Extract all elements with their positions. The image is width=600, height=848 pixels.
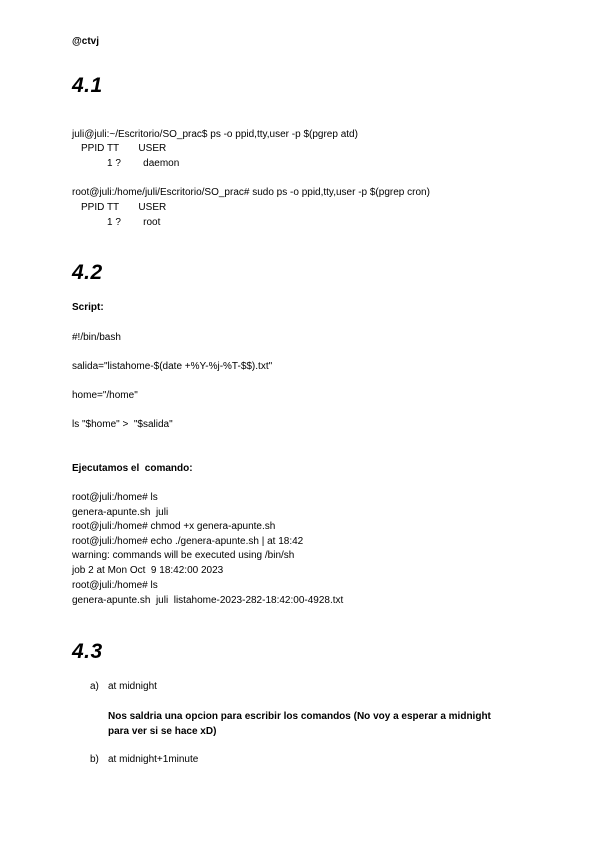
section-heading-4-3: 4.3 [72, 640, 103, 663]
ps-output-header: PPID TT USER [81, 202, 167, 213]
section-heading-4-2: 4.2 [72, 261, 103, 284]
script-line: salida="listahome-$(date +%Y-%j-%T-$$).txt" [72, 361, 273, 372]
terminal-line: genera-apunte.sh juli listahome-2023-282-18:42:00-4928.txt [72, 595, 344, 606]
list-marker: a) [90, 681, 99, 692]
execution-label: Ejecutamos el comando: [72, 463, 193, 474]
list-marker: b) [90, 754, 99, 765]
command-line: juli@juli:~/Escritorio/SO_prac$ ps -o ppid,tty,user -p $(pgrep atd) [72, 129, 358, 140]
list-item-text: at midnight [108, 681, 157, 692]
section-heading-4-1: 4.1 [72, 74, 103, 97]
terminal-line: root@juli:/home# ls [72, 580, 158, 591]
terminal-line: root@juli:/home# ls [72, 492, 158, 503]
list-item-note: Nos saldria una opcion para escribir los comandos (No voy a esperar a midnight para ver si se hace xD) [108, 711, 491, 737]
script-line: #!/bin/bash [72, 332, 121, 343]
terminal-line: root@juli:/home# echo ./genera-apunte.sh | at 18:42 [72, 536, 304, 547]
terminal-line: warning: commands will be executed using /bin/sh [72, 550, 295, 561]
ps-output-header: PPID TT USER [81, 143, 167, 154]
script-line: ls "$home" > "$salida" [72, 419, 173, 430]
terminal-line: job 2 at Mon Oct 9 18:42:00 2023 [72, 565, 224, 576]
ps-output-row: 1 ? root [107, 217, 161, 228]
terminal-line: root@juli:/home# chmod +x genera-apunte.sh [72, 521, 276, 532]
command-line: root@juli:/home/juli/Escritorio/SO_prac# sudo ps -o ppid,tty,user -p $(pgrep cron) [72, 187, 430, 198]
script-line: home="/home" [72, 390, 138, 401]
script-label: Script: [72, 302, 104, 313]
ps-output-row: 1 ? daemon [107, 158, 180, 169]
author-handle: @ctvj [72, 36, 99, 47]
list-item-text: at midnight+1minute [108, 754, 199, 765]
terminal-line: genera-apunte.sh juli [72, 507, 169, 518]
